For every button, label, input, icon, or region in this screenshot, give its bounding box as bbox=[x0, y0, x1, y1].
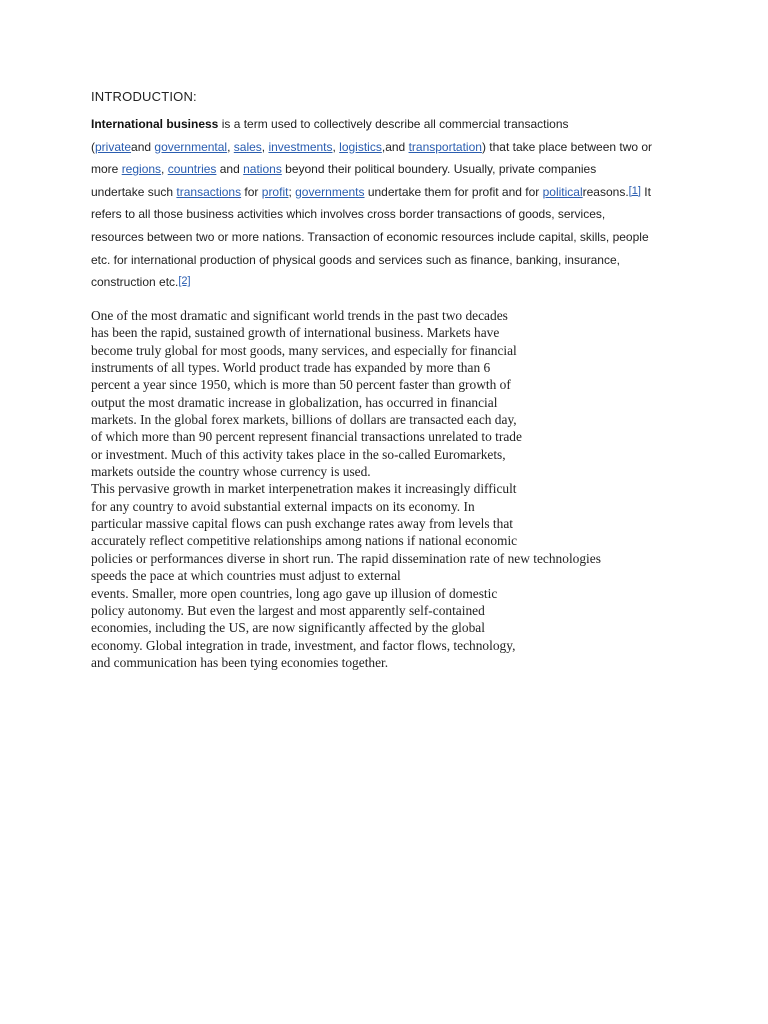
intro-text: for bbox=[241, 184, 262, 199]
link-private[interactable]: private bbox=[95, 139, 132, 154]
intro-line-4 bbox=[91, 181, 691, 204]
intro-text: ,and bbox=[381, 139, 409, 154]
intro-line-8 bbox=[91, 271, 691, 294]
intro-text: undertake them for profit and for bbox=[364, 184, 543, 199]
intro-text: beyond their political boundery. Usually, private companies bbox=[281, 162, 597, 177]
intro-text: more bbox=[91, 162, 122, 177]
link-governmental[interactable]: governmental bbox=[154, 139, 228, 154]
link-governments[interactable]: governments bbox=[295, 184, 365, 199]
body-line: economy. Global integration in trade, investment, and factor flows, technology, bbox=[91, 637, 516, 653]
body-line: accurately reflect competitive relationships among nations if national economic bbox=[91, 533, 518, 549]
intro-text: undertake such bbox=[91, 184, 177, 199]
body-line: economies, including the US, are now significantly affected by the global bbox=[91, 620, 485, 636]
intro-line-3 bbox=[91, 158, 691, 181]
body-line: percent a year since 1950, which is more than 50 percent faster than growth of bbox=[91, 377, 511, 393]
body-line: has been the rapid, sustained growth of international business. Markets have bbox=[91, 325, 500, 341]
body-line: instruments of all types. World product trade has expanded by more than 6 bbox=[91, 360, 491, 376]
link-logistics[interactable]: logistics bbox=[339, 139, 382, 154]
reference-2 bbox=[178, 275, 190, 287]
intro-text: , bbox=[227, 139, 234, 154]
body-line: events. Smaller, more open countries, long ago gave up illusion of domestic bbox=[91, 585, 498, 601]
intro-text: reasons. bbox=[582, 184, 629, 199]
body-line: speeds the pace at which countries must adjust to external bbox=[91, 568, 401, 584]
link-sales[interactable]: sales bbox=[233, 139, 262, 154]
body-line: markets. In the global forex markets, billions of dollars are transacted each day, bbox=[91, 412, 517, 428]
intro-paragraph bbox=[91, 113, 691, 294]
reference-link-2[interactable]: [2] bbox=[178, 275, 191, 288]
intro-text: and bbox=[216, 162, 244, 177]
link-transactions[interactable]: transactions bbox=[176, 184, 242, 199]
reference-link-1[interactable]: [1] bbox=[628, 184, 641, 197]
intro-text: It bbox=[640, 184, 651, 199]
body-line: One of the most dramatic and significant world trends in the past two decades bbox=[91, 308, 508, 323]
intro-text: is a term used to collectively describe all commercial transactions bbox=[218, 117, 569, 131]
intro-line-6: resources between two or more nations. Transaction of economic resources include capital, skills, people bbox=[91, 229, 649, 244]
link-regions[interactable]: regions bbox=[121, 162, 162, 177]
body-line: output the most dramatic increase in globalization, has occurred in financial bbox=[91, 394, 498, 410]
intro-text: ) that take place between two or bbox=[481, 139, 653, 154]
intro-text: ( bbox=[91, 139, 95, 154]
link-nations[interactable]: nations bbox=[243, 162, 282, 177]
intro-text: , bbox=[332, 139, 340, 154]
intro-line-1 bbox=[91, 113, 691, 136]
body-line: markets outside the country whose currency is used. bbox=[91, 464, 371, 480]
intro-text: , bbox=[261, 139, 269, 154]
link-profit[interactable]: profit bbox=[261, 184, 289, 199]
body-line: policy autonomy. But even the largest and most apparently self-contained bbox=[91, 602, 485, 618]
intro-line-2 bbox=[91, 136, 691, 159]
body-line: policies or performances diverse in short run. The rapid dissemination rate of new technologies bbox=[91, 550, 601, 566]
body-line: This pervasive growth in market interpenetration makes it increasingly difficult bbox=[91, 481, 517, 497]
section-heading: INTRODUCTION: bbox=[91, 89, 197, 104]
reference-1 bbox=[629, 185, 641, 197]
intro-text: and bbox=[131, 139, 155, 154]
body-paragraph bbox=[91, 307, 691, 671]
intro-text: ; bbox=[288, 184, 296, 199]
intro-text: , bbox=[161, 162, 168, 177]
body-line: become truly global for most goods, many services, and especially for financial bbox=[91, 342, 517, 358]
body-line: particular massive capital flows can push exchange rates away from levels that bbox=[91, 516, 514, 532]
term-international-business: International business bbox=[91, 117, 219, 131]
intro-line-7: etc. for international production of physical goods and services such as finance, banking, insurance, bbox=[91, 252, 620, 267]
link-political[interactable]: political bbox=[542, 184, 583, 199]
body-line: of which more than 90 percent represent financial transactions unrelated to trade bbox=[91, 429, 522, 445]
body-line: and communication has been tying economies together. bbox=[91, 654, 389, 670]
body-line: for any country to avoid substantial external impacts on its economy. In bbox=[91, 498, 475, 514]
body-line: or investment. Much of this activity takes place in the so-called Euromarkets, bbox=[91, 446, 506, 462]
intro-text: construction etc. bbox=[91, 275, 179, 290]
link-investments[interactable]: investments bbox=[268, 139, 333, 154]
link-countries[interactable]: countries bbox=[167, 162, 217, 177]
link-transportation[interactable]: transportation bbox=[408, 139, 482, 154]
intro-line-5: refers to all those business activities which involves cross border transactions of goods, services, bbox=[91, 207, 606, 222]
